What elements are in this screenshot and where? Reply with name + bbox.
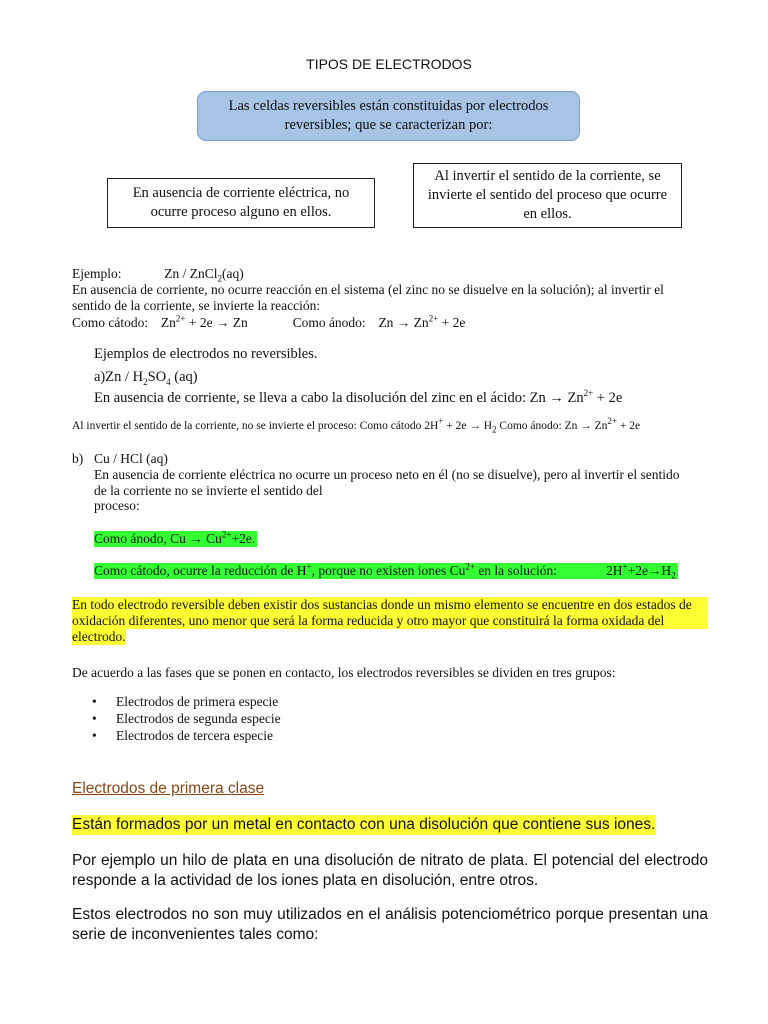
nonrev-heading: Ejemplos de electrodos no reversibles. <box>94 346 318 362</box>
reversible-def-line-2: oxidación diferentes, uno menor que será la forma reducida y otro mayor que constituirá la forma oxidada del <box>72 613 708 629</box>
list-item: • Electrodos de primera especie <box>92 694 279 709</box>
example-label: Ejemplo: <box>72 266 122 281</box>
reversible-def-line-1: En todo electrodo reversible deben existir dos sustancias donde un mismo elemento se encuentre en dos estados de <box>72 597 708 613</box>
property-box-left-text: En ausencia de corriente eléctrica, no ocurre proceso alguno en ellos. <box>132 185 350 220</box>
example-line-2: sentido de la corriente, se invierte la reacción: <box>72 298 321 313</box>
nonrev-b-label: Cu / HCl (aq) <box>94 451 168 466</box>
example-heading <box>72 266 244 282</box>
bullet-icon: • <box>92 711 97 726</box>
property-box-right <box>413 163 682 228</box>
cathode-label: Como cátodo: <box>72 315 149 330</box>
anode-label: Como ánodo: <box>292 315 366 330</box>
nonrev-a-label: $a)Zn / H_2SO_4$ (aq) <box>94 369 198 387</box>
cathode-equation: $Zn^{2+} + 2e \to Zn$ <box>160 313 248 330</box>
paragraph-1-line-1: Por ejemplo un hilo de plata en una disolución de nitrato de plata. El potencial del electrodo <box>72 852 708 869</box>
intro-callout-box <box>197 91 580 141</box>
paragraph-2-line-2: serie de inconvenientes tales como: <box>72 926 319 943</box>
nonrev-b-anode: Como ánodo, $Cu \to Cu^{2+}+2e$. <box>94 529 256 546</box>
groups-intro: De acuerdo a las fases que se ponen en contacto, los electrodos reversibles se dividen en tres grupos: <box>72 665 616 680</box>
paragraph-1-line-2: responde a la actividad de los iones plata en disolución, entre otros. <box>72 872 539 889</box>
example-formula: Zn / ZnCl$_2$(aq) <box>164 266 244 284</box>
nonrev-b-marker: b) <box>72 451 84 466</box>
nonrev-b-cathode: Como cátodo, ocurre la reducción de H+, porque no existen iones $Cu^{2+}$ en la solución: $2H^++2e\to H_2$ <box>94 563 678 579</box>
nonrev-a-invert: Al invertir el sentido de la corriente, no se invierte el proceso: Como cátodo $2H^+ + 2e \to H_2$ Como ánodo: $Zn \to Zn^{2+} + 2e$ <box>72 416 641 435</box>
nonrev-b-line-1: En ausencia de corriente eléctrica no ocurre un proceso neto en él (no se disuelve), pero al invertir el sentido <box>94 467 680 482</box>
bullet-icon: • <box>92 728 97 743</box>
example-line-1: En ausencia de corriente, no ocurre reacción en el sistema (el zinc no se disuelve en la solución); al invertir el <box>72 282 664 297</box>
highlight-sentence: Están formados por un metal en contacto con una disolución que contiene sus iones. <box>72 816 656 833</box>
nonrev-b-line-2: de la corriente no se invierte el sentido del <box>94 483 323 498</box>
section-heading: Electrodos de primera clase <box>72 780 265 797</box>
groups-list <box>72 693 672 744</box>
example-equations <box>72 315 465 331</box>
nonrev-b-line-3: proceso: <box>94 498 140 513</box>
nonrev-a-line: En ausencia de corriente, se lleva a cabo la disolución del zinc en el ácido: $Zn \to Zn^{2+} + 2e$ <box>94 388 623 406</box>
property-box-right-text: Al invertir el sentido de la corriente, se invierte el sentido del proceso que ocurre en ellos. <box>427 168 668 222</box>
list-item: • Electrodos de tercera especie <box>92 728 274 743</box>
cathode-reaction-equation: $2H^++2e\to H_2$ <box>606 561 676 581</box>
list-item: • Electrodos de segunda especie <box>92 711 281 726</box>
bullet-icon: • <box>92 694 97 709</box>
page-title: TIPOS DE ELECTRODOS <box>306 56 472 72</box>
property-box-left <box>107 178 375 228</box>
paragraph-2-line-1: Estos electrodos no son muy utilizados en el análisis potenciométrico porque presentan una <box>72 906 708 923</box>
reversible-def-line-3: electrodo. <box>72 629 126 644</box>
anode-equation: $Zn \to Zn^{2+} + 2e$ <box>378 313 466 330</box>
intro-callout-text: Las celdas reversibles están constituidas por electrodos reversibles; que se caracterizan por: <box>228 98 549 133</box>
